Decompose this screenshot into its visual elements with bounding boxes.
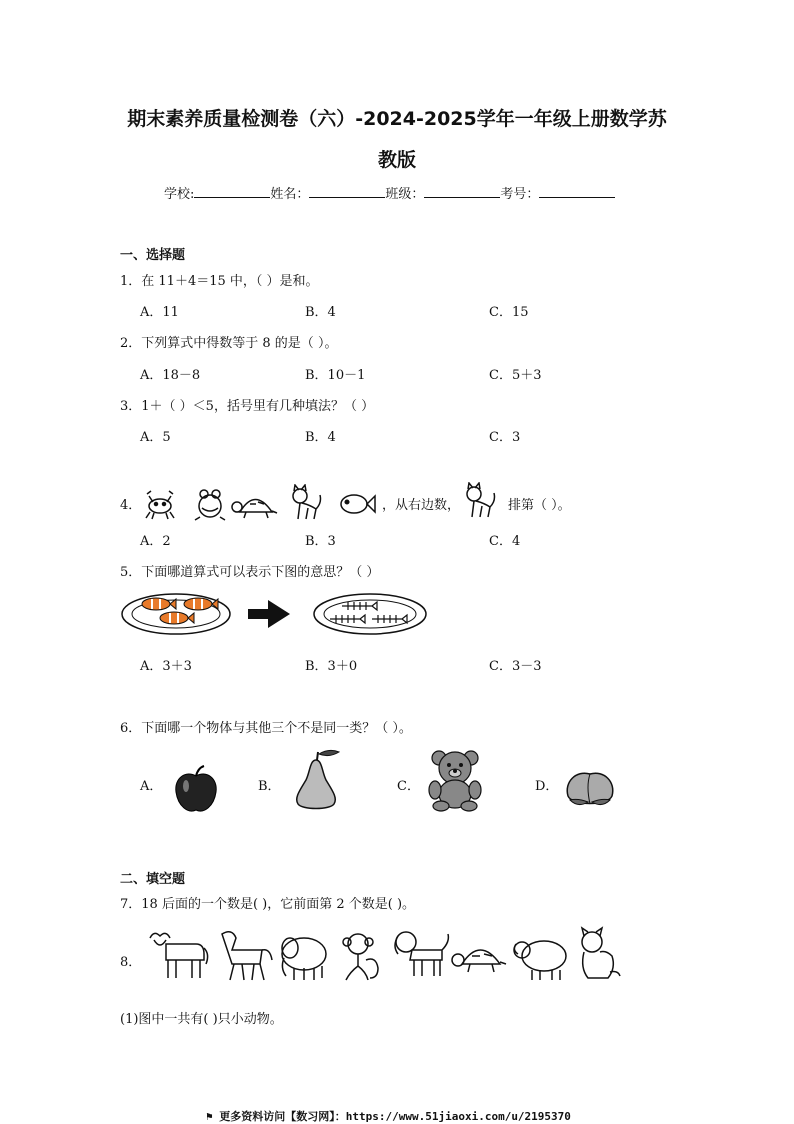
- page-title-line2: 教版: [377, 149, 416, 171]
- footer-text: 更多资料访问【数习网】：https://www.51jiaoxi.com/u/2195370: [219, 1110, 571, 1123]
- q4-target-cat: [462, 482, 502, 522]
- q5-text: 5．下面哪道算式可以表示下图的意思？（ ）: [120, 565, 380, 580]
- q3-option-a[interactable]: A．5: [140, 430, 171, 445]
- cat-icon: [293, 485, 321, 519]
- pear-icon: [288, 748, 348, 812]
- class-label: 班级：: [385, 187, 425, 202]
- cat-icon: [467, 483, 495, 517]
- dog-icon: [395, 932, 448, 976]
- q4-end-text: 排第（ ）。: [508, 498, 571, 513]
- q5-option-b[interactable]: B．3＋0: [305, 659, 358, 674]
- class-blank[interactable]: [424, 185, 500, 198]
- turtle-icon: [452, 950, 506, 972]
- school-blank[interactable]: [194, 185, 270, 198]
- crab-icon: [146, 491, 174, 519]
- q2-text: 2．下列算式中得数等于 8 的是（ ）。: [120, 336, 338, 351]
- elephant-icon: [282, 938, 326, 980]
- q1-option-c[interactable]: C．15: [489, 305, 529, 320]
- q3-option-b[interactable]: B．4: [305, 430, 336, 445]
- q4-option-a[interactable]: A．2: [140, 534, 171, 549]
- sheep-icon: [514, 941, 566, 980]
- q5-option-c[interactable]: C．3－3: [489, 659, 542, 674]
- q6-option-d[interactable]: D．: [535, 779, 559, 794]
- section2-title: 二、填空题: [120, 872, 186, 887]
- q2-option-a[interactable]: A．18－8: [140, 368, 201, 383]
- horse-icon: [222, 932, 272, 980]
- q4-option-b[interactable]: B．3: [305, 534, 336, 549]
- q4-option-c[interactable]: C．4: [489, 534, 521, 549]
- q1-option-b[interactable]: B．4: [305, 305, 336, 320]
- flag-icon: ⚑: [206, 1110, 213, 1123]
- section1-title: 一、选择题: [120, 248, 186, 263]
- info-line: [164, 183, 615, 202]
- q6-text: 6．下面哪一个物体与其他三个不是同一类？（ ）。: [120, 721, 412, 736]
- q1-text: 1．在 11＋4＝15 中，（ ）是和。: [120, 274, 319, 289]
- number-blank[interactable]: [539, 185, 615, 198]
- ox-icon: [150, 933, 208, 978]
- page-title-line1: 期末素养质量检测卷（六）-2024-2025学年一年级上册数学苏: [127, 108, 667, 130]
- number-label: 考号：: [500, 187, 540, 202]
- name-label: 姓名：: [270, 187, 310, 202]
- q8-sub1-text: (1)图中一共有( )只小动物。: [120, 1012, 283, 1027]
- turtle-icon: [232, 500, 277, 519]
- apple-icon: [170, 764, 222, 816]
- q7-text: 7．18 后面的一个数是( )，它前面第 2 个数是( )。: [120, 897, 416, 912]
- q8-number: 8．: [120, 955, 142, 970]
- q6-option-a[interactable]: A．: [140, 779, 163, 794]
- q5-illustration: [120, 588, 440, 640]
- monkey-icon: [343, 934, 378, 980]
- q6-option-b[interactable]: B．: [258, 779, 281, 794]
- plate-with-fish-icon: [122, 594, 230, 634]
- q5-option-a[interactable]: A．3＋3: [140, 659, 192, 674]
- footer-link[interactable]: [206, 1108, 571, 1124]
- q4-mid-text: ，从右边数，: [382, 498, 461, 513]
- q4-animal-row: [142, 484, 382, 524]
- peach-icon: [562, 766, 618, 810]
- name-blank[interactable]: [309, 185, 385, 198]
- q3-text: 3．1＋（ ）＜5，括号里有几种填法？（ ）: [120, 399, 375, 414]
- q8-animal-row: [144, 926, 624, 984]
- q4-number: 4．: [120, 498, 142, 513]
- q2-option-b[interactable]: B．10－1: [305, 368, 366, 383]
- q2-option-c[interactable]: C．5＋3: [489, 368, 542, 383]
- teddy-bear-icon: [425, 748, 489, 812]
- q3-option-c[interactable]: C．3: [489, 430, 521, 445]
- kitten-icon: [582, 928, 620, 978]
- q6-option-c[interactable]: C．: [397, 779, 420, 794]
- fish-icon: [341, 495, 375, 513]
- frog-icon: [195, 490, 225, 520]
- arrow-right-icon: [248, 600, 290, 628]
- q1-option-a[interactable]: A．11: [140, 305, 179, 320]
- school-label: 学校:: [164, 187, 195, 202]
- plate-with-bones-icon: [314, 594, 426, 634]
